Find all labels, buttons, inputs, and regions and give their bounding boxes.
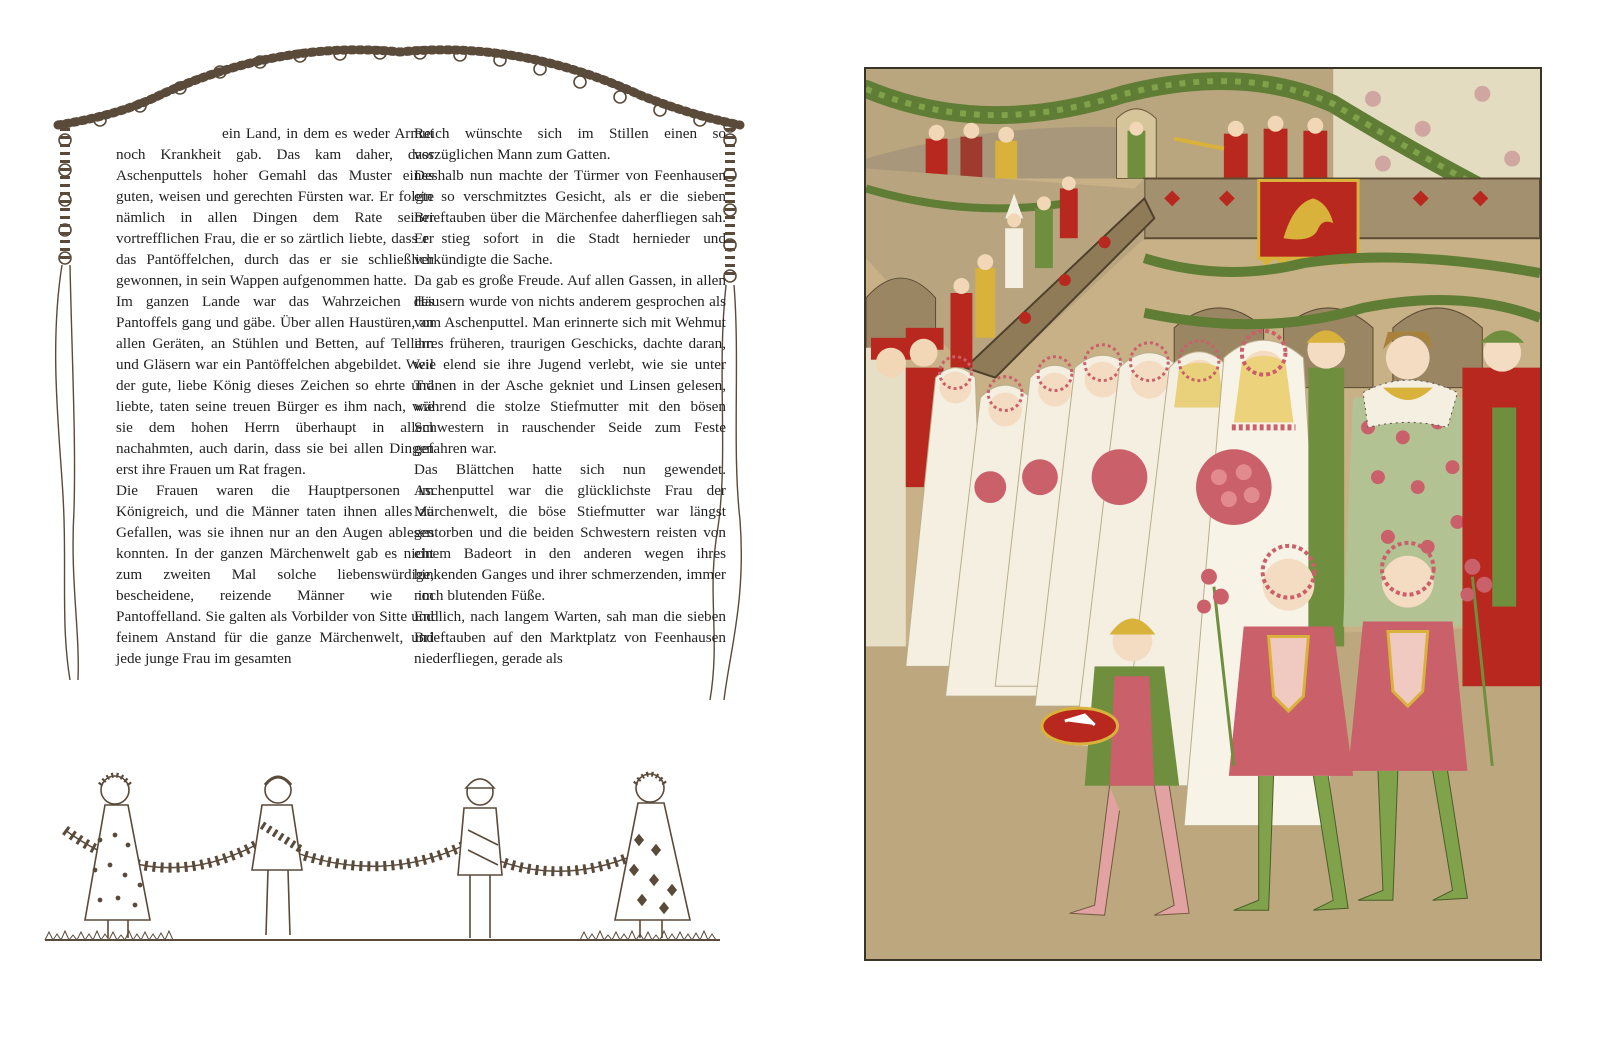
text-page — [40, 40, 760, 980]
child-figure — [85, 775, 150, 938]
groom-figure — [1306, 330, 1346, 646]
paragraph: Da gab es große Freude. Auf allen Gassen, in allen Häusern wurde von nichts anderem gesprochen als vom Aschenputtel. Man erinnerte sich mit Wehmut ihres früheren, traurigen Geschicks, dachte daran, wie elend sie ihre Jugend verlebt, wie sie unter Tränen in der Asche gekniet und Linsen gelesen, während die stolze Stiefmutter mit den bösen Schwestern in rauschender Seide zum Feste gefahren war. — [414, 272, 726, 457]
paragraph: Deshalb nun machte der Türmer von Feenhausen ein so verschmitztes Gesicht, als er die sieben Brieftauben über die Märchenfee daherfliegen sah. Er stieg sofort in die Stadt hernieder und verkündigte die Sache. — [414, 167, 726, 268]
wedding-procession-illustration — [864, 67, 1542, 961]
text-column-left — [116, 123, 434, 669]
paragraph: Im ganzen Lande war das Wahrzeichen des Pantoffels gang und gäbe. Über allen Haustüren, an allen Geräten, an Stühlen und Betten, auf Tellern und Gläsern war ein Pantöffelchen abgebildet. Weil der gute, liebe König dieses Zeichen so ehrte und liebte, taten seine treuen Bürger es ihm nach, wie sie dem hohen Herrn überhaupt in allem nachahmten, auch darin, dass sie bei allen Dingen erst ihre Frauen um Rat fragen. — [116, 293, 434, 478]
paragraph: ein Land, in dem es weder Armut noch Krankheit gab. Das kam daher, dass Aschenputtels hoher Gemahl das Muster eines guten, weisen und gerechten Fürsten war. Er folgte nämlich in allen Dingen dem Rate seiner vortrefflichen Frau, die er so zärtlich liebte, dass er das Pantöffelchen, durch das er sie schließlich gewonnen, in sein Wappen aufgenommen hatte. — [116, 125, 434, 289]
child-figure — [615, 774, 690, 938]
paragraph: Die Frauen waren die Hauptpersonen im Königreich, und die Männer taten ihnen alles zu Gefallen, was sie ihnen nur an den Augen ablesen konnten. In der ganzen Märchenwelt gab es nicht zum zweiten Mal solche liebenswürdige, bescheidene, reizende Männer wie im Pantoffelland. Sie galten als Vorbilder von Sitte und feinem Anstand für die ganze Märchenwelt, und jede junge Frau im gesamten — [116, 482, 434, 667]
text-column-right — [414, 123, 726, 669]
paragraph: Das Blättchen hatte sich nun gewendet. Aschenputtel war die glücklichste Frau der Märchenwelt, die böse Stiefmutter war längst gestorben und die beiden Schwestern reisten von einem Badeort in den anderen wegen ihres hinkenden Ganges und ihrer schmerzenden, immer noch blutenden Füße. — [414, 461, 726, 604]
paragraph: Endlich, nach langem Warten, sah man die sieben Brieftauben auf den Marktplatz von Feenhausen niederfliegen, gerade als — [414, 608, 726, 667]
paragraph: Reich wünschte sich im Stillen einen so vorzüglichen Mann zum Gatten. — [414, 125, 726, 163]
child-figure — [252, 777, 302, 935]
child-figure — [458, 779, 502, 938]
